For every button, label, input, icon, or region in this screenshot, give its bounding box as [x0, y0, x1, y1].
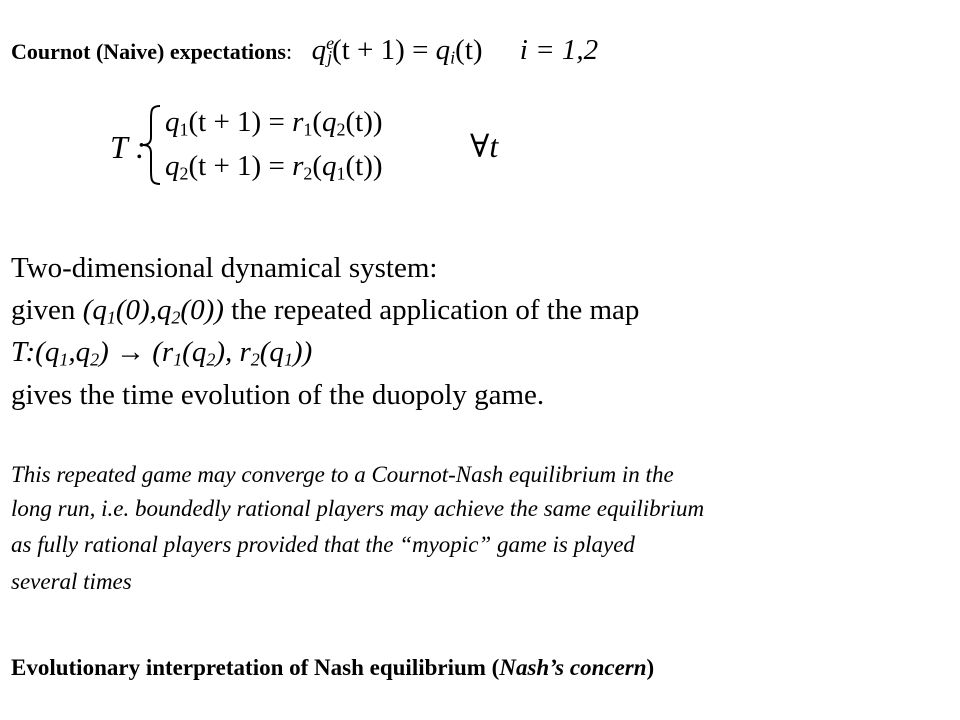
heading-label: Cournot (Naive) expectations — [11, 39, 286, 64]
evolutionary-interpretation-line: Evolutionary interpretation of Nash equilibrium (Nash’s concern) — [11, 655, 655, 680]
heading-colon: : — [285, 39, 293, 64]
note-line-3: as fully rational players provided that the “myopic” game is played — [11, 532, 635, 557]
forall-quantifier: ∀t — [470, 128, 499, 164]
paragraph-line-2: given $(q_1(0),q_2(0))$ the repeated application of the map — [11, 294, 640, 328]
map-label: T : — [110, 129, 146, 165]
arrow-icon: → — [108, 336, 153, 368]
index-condition: i = 1,2 — [519, 34, 599, 66]
naive-expectation-equation: $q^e_j(t + 1) = q_i(t)$ — [311, 33, 483, 68]
paragraph-line-3: $T:(q_1,q_2) \to (r_1(q_2)$, $r_2(q_1)$) — [11, 336, 313, 370]
note-line-1: This repeated game may converge to a Cournot-Nash equilibrium in the — [11, 462, 674, 487]
system-equation-1: $q_1(t + 1) = r_1(q_2(t))$ — [165, 106, 383, 140]
paragraph-line-4: gives the time evolution of the duopoly game. — [11, 379, 545, 411]
note-line-4: several times — [11, 569, 132, 594]
heading-line — [11, 34, 598, 67]
left-brace-icon — [140, 103, 164, 187]
note-line-2: long run, i.e. boundedly rational players may achieve the same equilibrium — [11, 496, 705, 521]
paragraph-line-1: Two-dimensional dynamical system: — [11, 252, 438, 284]
system-equation-2: $q_2(t + 1) = r_2(q_1(t))$ — [165, 150, 383, 184]
